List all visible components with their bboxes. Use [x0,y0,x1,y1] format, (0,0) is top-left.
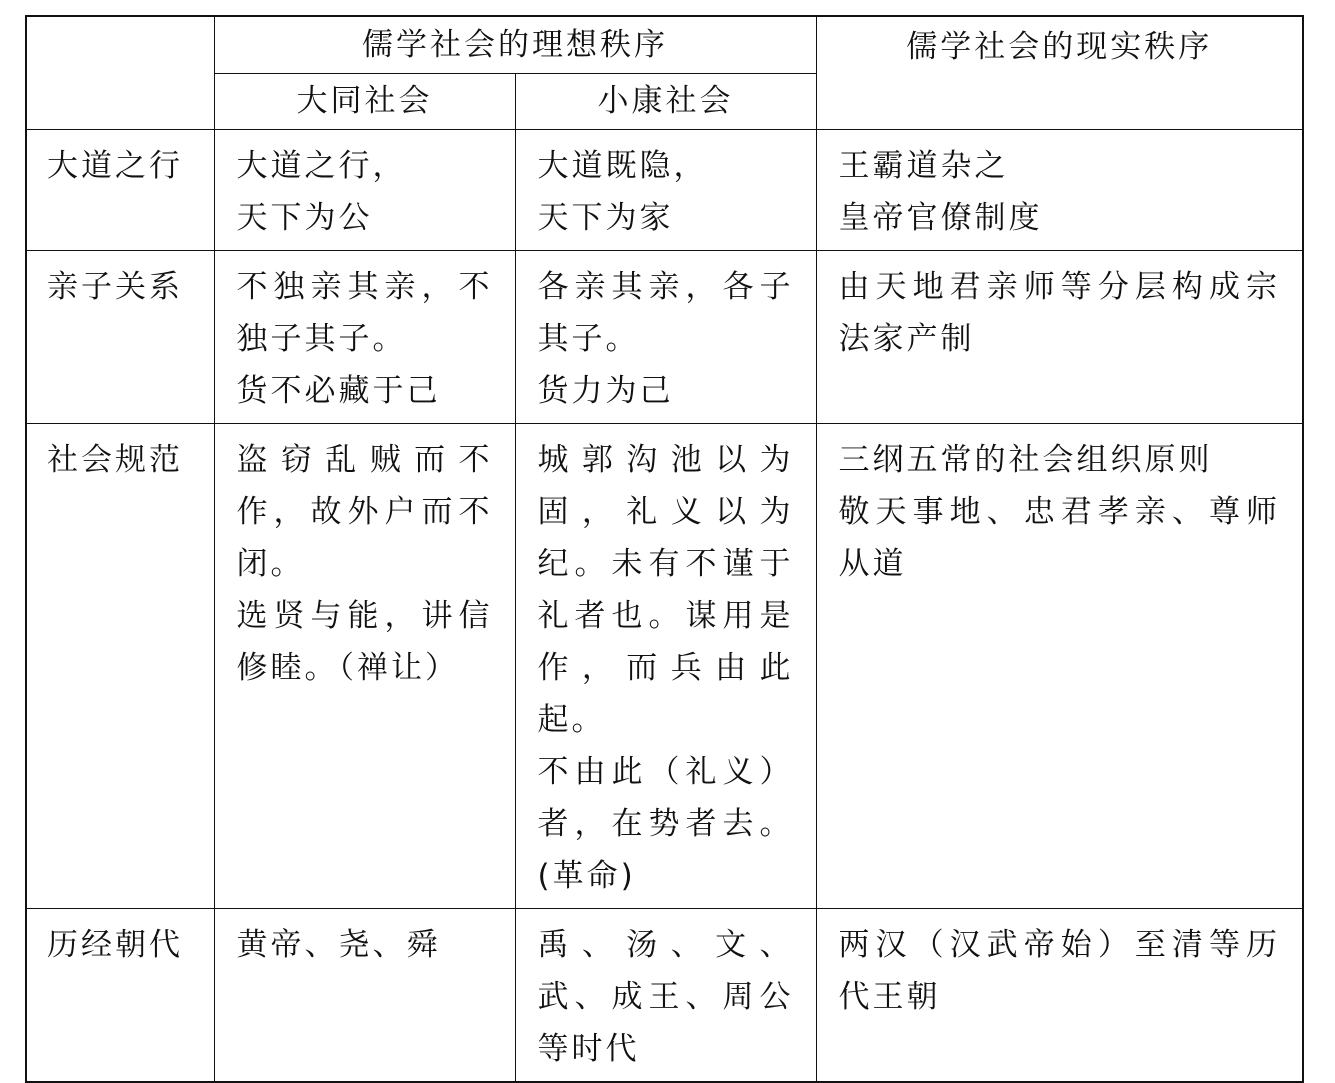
reality-cell: 三纲五常的社会组织原则 敬天事地、忠君孝亲、尊师从道 [816,423,1303,908]
xiaokang-cell: 大道既隐， 天下为家 [515,129,816,250]
reality-cell: 两汉（汉武帝始）至清等历代王朝 [816,908,1303,1082]
table-row [26,423,1303,908]
xiaokang-cell: 各亲其亲，各子其子。 货力为己 [515,250,816,423]
reality-cell: 王霸道杂之 皇帝官僚制度 [816,129,1303,250]
corner-cell [26,16,214,129]
ideal-order-header: 儒学社会的理想秩序 [214,16,816,73]
xiaokang-cell: 禹、汤、文、武、成王、周公等时代 [515,908,816,1082]
row-label: 社会规范 [26,423,214,908]
comparison-table [25,15,1304,1083]
row-label: 历经朝代 [26,908,214,1082]
reality-cell: 由天地君亲师等分层构成宗法家产制 [816,250,1303,423]
datong-cell: 大道之行， 天下为公 [214,129,515,250]
row-label: 亲子关系 [26,250,214,423]
reality-order-header: 儒学社会的现实秩序 [816,16,1303,129]
xiaokang-header: 小康社会 [515,73,816,129]
datong-cell: 不独亲其亲，不独子其子。 货不必藏于己 [214,250,515,423]
table-row [26,129,1303,250]
datong-cell: 黄帝、尧、舜 [214,908,515,1082]
table-row [26,250,1303,423]
datong-header: 大同社会 [214,73,515,129]
table-row [26,908,1303,1082]
datong-cell: 盗窃乱贼而不作，故外户而不闭。 选贤与能，讲信修睦。（禅让） [214,423,515,908]
row-label: 大道之行 [26,129,214,250]
xiaokang-cell: 城郭沟池以为固，礼义以为纪。未有不谨于礼者也。谋用是作，而兵由此起。 不由此（礼义）者，在势者去。(革命) [515,423,816,908]
